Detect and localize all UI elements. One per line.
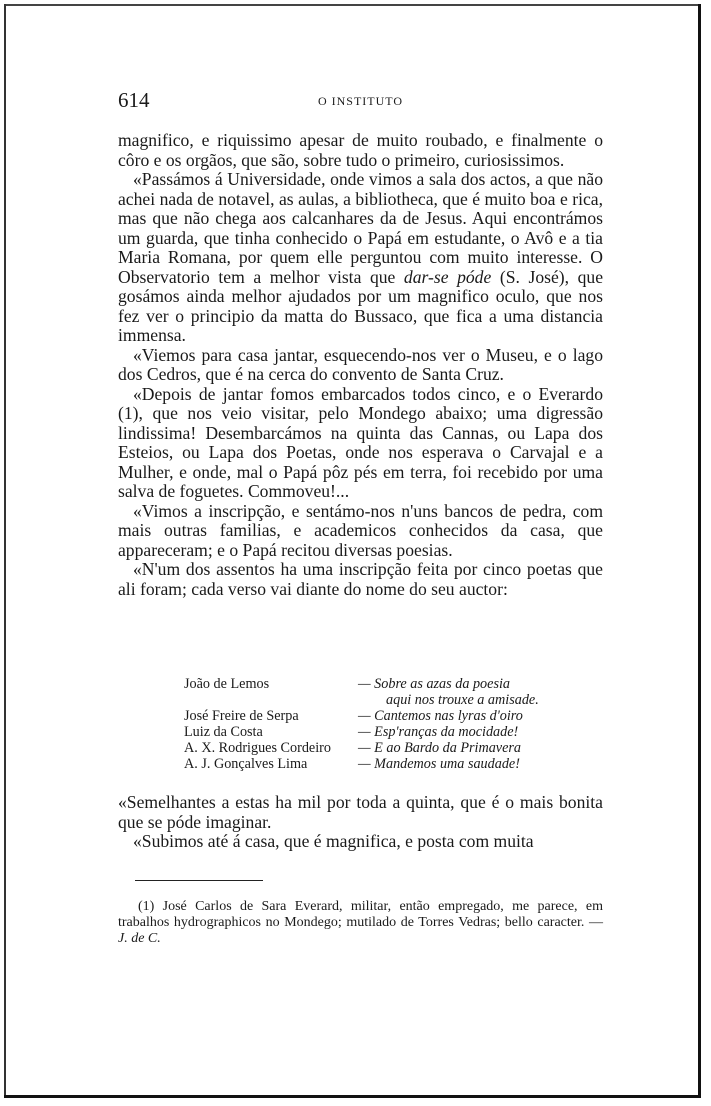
poem-line: [184, 757, 584, 773]
poem-line: [184, 677, 584, 693]
poem-line: [184, 741, 584, 757]
page-number: 614: [118, 88, 150, 112]
poem-author: A. X. Rodrigues Cordeiro: [184, 739, 331, 756]
paragraph: «Semelhantes a estas ha mil por toda a quinta, que é o mais bonita que se póde imaginar.: [118, 792, 603, 832]
footnote-text: (1) José Carlos de Sara Everard, militar, então empregado, me parece, em trabalhos hydrographicos no Mondego; mutilado de Torres Vedras; bello caracter. — J. de C.: [118, 899, 603, 946]
poem-author: Luiz da Costa: [184, 723, 263, 740]
italic-phrase: dar-se póde: [403, 266, 492, 287]
poem-author: João de Lemos: [184, 676, 270, 692]
poem-author: José Freire de Serpa: [184, 707, 299, 724]
poem-verse-continuation: aqui nos trouxe a amisade.: [386, 691, 539, 708]
footnote: [118, 899, 603, 947]
page-header: [118, 88, 603, 118]
poem-verse: — Esp'ranças da mocidade!: [358, 723, 519, 740]
poem-author: A. J. Gonçalves Lima: [184, 755, 308, 772]
poem-line: [184, 725, 584, 741]
poem-verse: — Mandemos uma saudade!: [358, 755, 520, 772]
running-head: O INSTITUTO: [317, 94, 404, 108]
paragraph: «Viemos para casa jantar, esquecendo-nos ver o Museu, e o lago dos Cedros, que é na cerca do convento de Santa Cruz.: [118, 344, 603, 384]
poem-verse: — Cantemos nas lyras d'oiro: [358, 707, 523, 724]
paragraph: «Vimos a inscripção, e sentámo-nos n'uns bancos de pedra, com mais outras familias, e academicos conhecidos da casa, que appareceram; e o Papá recitou diversas poesias.: [118, 500, 603, 560]
footnote-rule: [135, 880, 263, 881]
poem-line: [184, 709, 584, 725]
paragraph: «Subimos até á casa, que é magnifica, e posta com muita: [133, 831, 534, 851]
poem-verse: — Sobre as azas da poesia: [358, 676, 510, 692]
footnote-signature: J. de C.: [118, 931, 161, 946]
paragraph: «N'um dos assentos ha uma inscripção feita por cinco poetas que ali foram; cada verso vai diante do nome do seu auctor:: [118, 559, 603, 599]
main-text: [118, 131, 603, 599]
paragraph: «Depois de jantar fomos embarcados todos cinco, e o Everardo (1), que nos veio visitar, pelo Mondego abaixo; uma digressão lindissima! Desembarcámos na quinta das Cannas, ou Lapa dos Esteios, ou Lapa dos Poetas, onde nos esperava o Carvajal e a Mulher, e onde, mal o Papá pôz pés em terra, foi recebido por uma salva de foguetes. Commoveu!...: [118, 383, 603, 501]
poem-inscription: [184, 677, 584, 772]
main-text-continued: [118, 793, 603, 852]
paragraph: «Passámos á Universidade, onde vimos a sala dos actos, a que não achei nada de notavel, as aulas, a bibliotheca, que é muito boa e rica, mas que não chega aos calcanhares da de Jesus. Aqui encontrámos um guarda, que tinha conhecido o Papá em estudante, o Avô e a tia Maria Romana, por quem elle perguntou com muito interesse. O Observatorio tem a melhor vista que dar-se póde (S. José), que gosámos ainda melhor ajudados por um magnifico oculo, que nos fez ver o principio da matta do Bussaco, que fica a uma distancia immensa.: [118, 169, 603, 345]
paragraph: magnifico, e riquissimo apesar de muito roubado, e finalmente o côro e os orgãos, que são, sobre tudo o primeiro, curiosissimos.: [118, 130, 603, 170]
poem-verse: — E ao Bardo da Primavera: [358, 739, 522, 756]
